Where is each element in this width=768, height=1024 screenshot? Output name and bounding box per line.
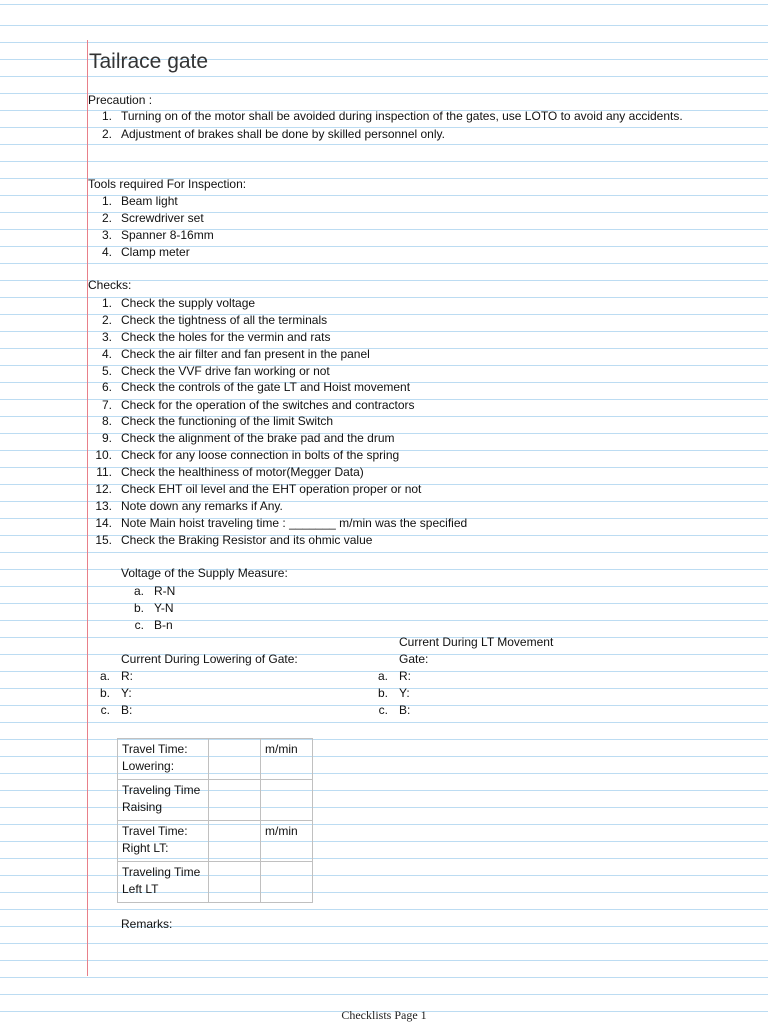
list-text: Clamp meter xyxy=(121,245,190,259)
table-value-cell[interactable] xyxy=(209,821,261,862)
list-text: Adjustment of brakes shall be done by skilled personnel only. xyxy=(121,127,445,141)
list-letter: b. xyxy=(133,601,144,615)
voltage-heading: Voltage of the Supply Measure: xyxy=(121,566,288,580)
list-text: B-n xyxy=(154,618,173,632)
list-text: Beam light xyxy=(121,194,178,208)
table-row xyxy=(118,780,313,821)
table-label-cell xyxy=(118,780,209,821)
tools-heading: Tools required For Inspection: xyxy=(88,177,247,191)
list-number: 8. xyxy=(101,414,112,428)
list-text: Y: xyxy=(121,686,132,700)
list-number: 11. xyxy=(96,465,112,479)
table-row xyxy=(118,739,313,780)
cell-label-line2: Lowering: xyxy=(122,759,175,773)
list-text: Check the holes for the vermin and rats xyxy=(121,330,331,344)
list-letter: b. xyxy=(99,686,110,700)
table-unit-cell xyxy=(261,862,313,903)
list-text: Y-N xyxy=(154,601,174,615)
list-number: 15. xyxy=(95,533,112,547)
list-number: 7. xyxy=(101,398,112,412)
list-letter: c. xyxy=(134,618,144,632)
list-letter: c. xyxy=(378,703,388,717)
list-text: Check the controls of the gate LT and Hoist movement xyxy=(121,380,411,394)
list-number: 1. xyxy=(101,194,112,208)
cell-label-line1: Traveling Time xyxy=(122,783,201,797)
list-number: 6. xyxy=(101,380,112,394)
cell-label-line1: Traveling Time xyxy=(122,865,201,879)
list-text: B: xyxy=(399,703,411,717)
list-text: Screwdriver set xyxy=(121,211,204,225)
list-text: R-N xyxy=(154,584,176,598)
cell-label-line2: Left LT xyxy=(122,882,159,896)
travel-time-table xyxy=(117,738,313,903)
list-number: 12. xyxy=(95,482,112,496)
list-letter: a. xyxy=(99,669,110,683)
list-number: 1. xyxy=(101,109,112,123)
list-text: Check the alignment of the brake pad and the drum xyxy=(121,431,395,445)
list-letter: c. xyxy=(100,703,110,717)
checks-heading: Checks: xyxy=(88,278,132,292)
cell-label-line1: Travel Time: xyxy=(122,824,188,838)
list-letter: b. xyxy=(377,686,388,700)
list-text: B: xyxy=(121,703,133,717)
table-value-cell[interactable] xyxy=(209,780,261,821)
list-text: Y: xyxy=(399,686,410,700)
list-text: Check the VVF drive fan working or not xyxy=(121,364,330,378)
list-number: 14. xyxy=(95,516,112,530)
table-label-cell xyxy=(118,821,209,862)
cell-label-line1: Travel Time: xyxy=(122,742,188,756)
list-text: R: xyxy=(121,669,133,683)
table-label-cell xyxy=(118,739,209,780)
table-value-cell[interactable] xyxy=(209,862,261,903)
list-number: 4. xyxy=(101,245,112,259)
remarks-label: Remarks: xyxy=(121,917,173,931)
list-letter: a. xyxy=(133,584,144,598)
page-title: Tailrace gate xyxy=(89,50,209,73)
list-text: Check for any loose connection in bolts of the spring xyxy=(121,448,400,462)
list-text: Check the functioning of the limit Switch xyxy=(121,414,334,428)
list-number: 2. xyxy=(101,211,112,225)
list-number: 2. xyxy=(101,127,112,141)
current-lt-heading-line1: Current During LT Movement xyxy=(399,635,554,649)
list-number: 9. xyxy=(101,431,112,445)
list-text: Check the supply voltage xyxy=(121,296,256,310)
current-lt-heading-line2: Gate: xyxy=(399,652,429,666)
list-number: 3. xyxy=(101,228,112,242)
list-letter: a. xyxy=(377,669,388,683)
list-text: Check the Braking Resistor and its ohmic value xyxy=(121,533,373,547)
list-text: Turning on of the motor shall be avoided during inspection of the gates, use LOTO to avoid any accidents. xyxy=(121,109,683,123)
table-label-cell xyxy=(118,862,209,903)
list-text: Note Main hoist traveling time : _______ m/min was the specified xyxy=(121,516,468,530)
list-text: Note down any remarks if Any. xyxy=(121,499,283,513)
list-text: Check EHT oil level and the EHT operation proper or not xyxy=(121,482,422,496)
list-text: Check the healthiness of motor(Megger Data) xyxy=(121,465,364,479)
list-number: 13. xyxy=(95,499,112,513)
list-number: 4. xyxy=(101,347,112,361)
cell-label-line2: Raising xyxy=(122,800,163,814)
precaution-heading: Precaution : xyxy=(88,93,153,107)
list-number: 5. xyxy=(101,364,112,378)
current-lowering-heading: Current During Lowering of Gate: xyxy=(121,652,298,666)
list-number: 3. xyxy=(101,330,112,344)
table-row xyxy=(118,862,313,903)
table-unit-cell: m/min xyxy=(261,739,313,780)
list-number: 1. xyxy=(101,296,112,310)
list-number: 10. xyxy=(95,448,112,462)
table-value-cell[interactable] xyxy=(209,739,261,780)
list-text: Check for the operation of the switches and contractors xyxy=(121,398,415,412)
cell-label-line2: Right LT: xyxy=(122,841,169,855)
list-text: R: xyxy=(399,669,411,683)
page-footer: Checklists Page 1 xyxy=(341,1008,427,1022)
list-text: Check the tightness of all the terminals xyxy=(121,313,328,327)
table-unit-cell: m/min xyxy=(261,821,313,862)
list-text: Spanner 8-16mm xyxy=(121,228,214,242)
list-number: 2. xyxy=(101,313,112,327)
table-row xyxy=(118,821,313,862)
table-unit-cell xyxy=(261,780,313,821)
list-text: Check the air filter and fan present in the panel xyxy=(121,347,370,361)
